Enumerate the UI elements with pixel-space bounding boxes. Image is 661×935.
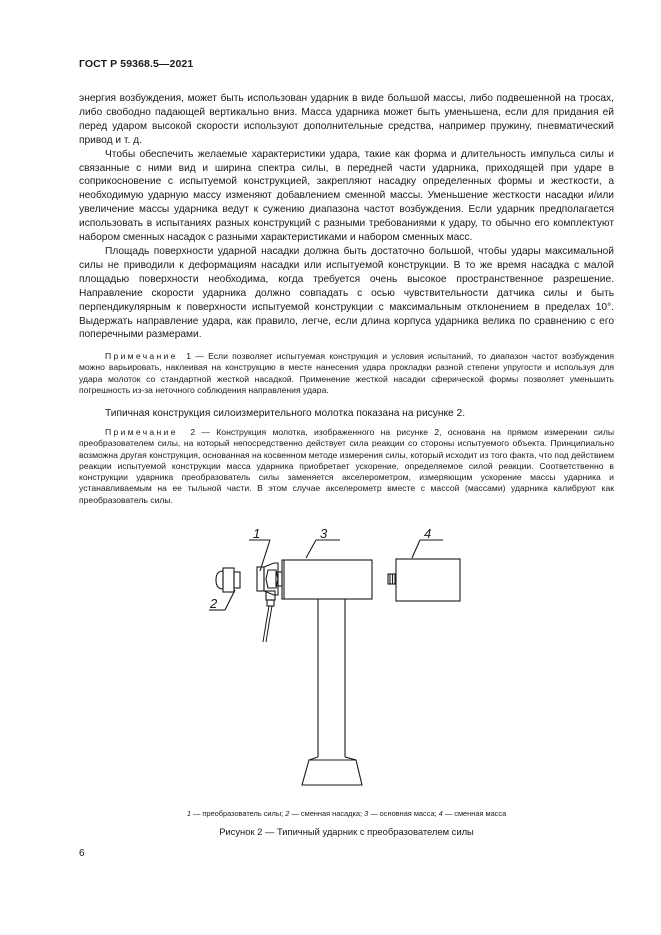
rear-stud xyxy=(388,574,395,584)
note-2 xyxy=(79,427,614,506)
body-text xyxy=(79,92,614,342)
callout-line-2b xyxy=(225,590,235,610)
note-1-text: — Если позволяет испытуемая конструкция и условия испытаний, то диапазон частот возбуждения можно варьировать, наклеивая на конструкцию в месте нанесения удара прокладки разной степени упругости и используя для удара молоток со стандартной жесткой насадкой. Применение жесткой насадки сферической формы позволяет уменьшить погрешность из-за неточного соблюдения направления удара. xyxy=(79,351,614,395)
note-1 xyxy=(79,351,614,396)
label-1: 1 xyxy=(253,526,261,541)
legend-num-3: 3 xyxy=(364,809,369,818)
exchangeable-mass xyxy=(396,559,460,601)
note-2-number: 2 xyxy=(190,427,196,437)
label-2: 2 xyxy=(210,596,218,611)
legend-text-2: — сменная насадка; xyxy=(289,809,365,818)
note-2-label: Примечание xyxy=(105,427,178,437)
callout-line-4b xyxy=(412,540,420,558)
main-mass xyxy=(282,560,372,599)
callout-line-3b xyxy=(306,540,316,558)
hammer-figure xyxy=(200,525,500,810)
page-number: 6 xyxy=(79,848,85,859)
note-1-label: Примечание xyxy=(105,351,178,361)
legend-num-4: 4 xyxy=(438,809,443,818)
paragraph-3: Площадь поверхности ударной насадки должна быть достаточно большой, чтобы удары максимальной силы не приводили к деформациям насадки или испытуемой конструкции. В то же время насадка с малой площадью поверхности необходима, когда требуется очень высокое пространственное разрешение. Направление скорости ударника должно совпадать с осью чувствительности датчика силы и быть перпендикулярным к поверхности испытуемой конструкции с максимальным отклонением в пределах 10°. Выдержать направление удара, как правило, легче, если длина корпуса ударника велика по сравнению с его поперечными размерами. xyxy=(79,245,614,341)
hammer-handle xyxy=(302,599,362,785)
standard-header: ГОСТ Р 59368.5—2021 xyxy=(79,58,194,70)
exchangeable-tip xyxy=(216,568,240,592)
note-2-text: — Конструкция молотка, изображенного на рисунке 2, основана на прямом измерении силы преобразователем силы, на который непосредственно действует сила реакции со стороны испытуемого объекта. Принципиально возможна другая конструкция, основанная на косвенном методе измерения силы, который исходит из того факта, что под действием реакции испытуемой конструкции масса ударника приобретает ускорение, определяемое силой реакции. Соответственно в конструкции ударника преобразователь силы заменяется акселерометром, измеряющим ускорение массы ударника и устанавливаемым на ее тыльной части. В этом случае акселерометр вместе с массой (массами) ударника калибруют как преобразователь силы. xyxy=(79,427,615,505)
legend-num-2: 2 xyxy=(285,809,290,818)
force-transducer xyxy=(257,563,282,642)
label-3: 3 xyxy=(320,526,328,541)
figure-caption: Рисунок 2 — Типичный ударник с преобразователем силы xyxy=(219,826,474,837)
legend-text-3: — основная масса; xyxy=(368,809,439,818)
note-1-number: 1 xyxy=(186,351,192,361)
legend-text-4: — сменная масса xyxy=(442,809,507,818)
legend-num-1: 1 xyxy=(186,809,191,818)
paragraph-1: энергия возбуждения, может быть использован ударник в виде большой массы, либо подвешенной на тросах, либо свободно падающей вертикально вниз. Масса ударника может быть уменьшена, если для придания ей перед ударом высокой скорости используют дополнительные средства, например пружинy, пневматический привод и т. д. xyxy=(79,93,614,146)
label-4: 4 xyxy=(424,526,432,541)
legend-text-1: — преобразователь силы; xyxy=(190,809,286,818)
paragraph-2: Чтобы обеспечить желаемые характеристики удара, такие как форма и длительность импульса силы и связанные с ними вид и ширина спектра силы, в передней части ударника, приходящей при ударе в соприкосновение с испытуемой конструкцией, закрепляют насадку определенных формы и жесткости, а необходимую ударную массу изменяют добавлением сменной массы. Уменьшение жесткости насадки и/или увеличение массы ударника ведут к сужению диапазона частот возбуждения. Если ударник предполагается использовать в испытаниях разных конструкций с разными требованиями к удару, то обычно его комплектуют набором сменных насадок с разными характеристиками и набором сменных масс. xyxy=(79,148,614,244)
figure-legend xyxy=(79,809,614,818)
typical-design-line: Типичная конструкция силоизмерительного молотка показана на рисунке 2. xyxy=(105,408,466,419)
